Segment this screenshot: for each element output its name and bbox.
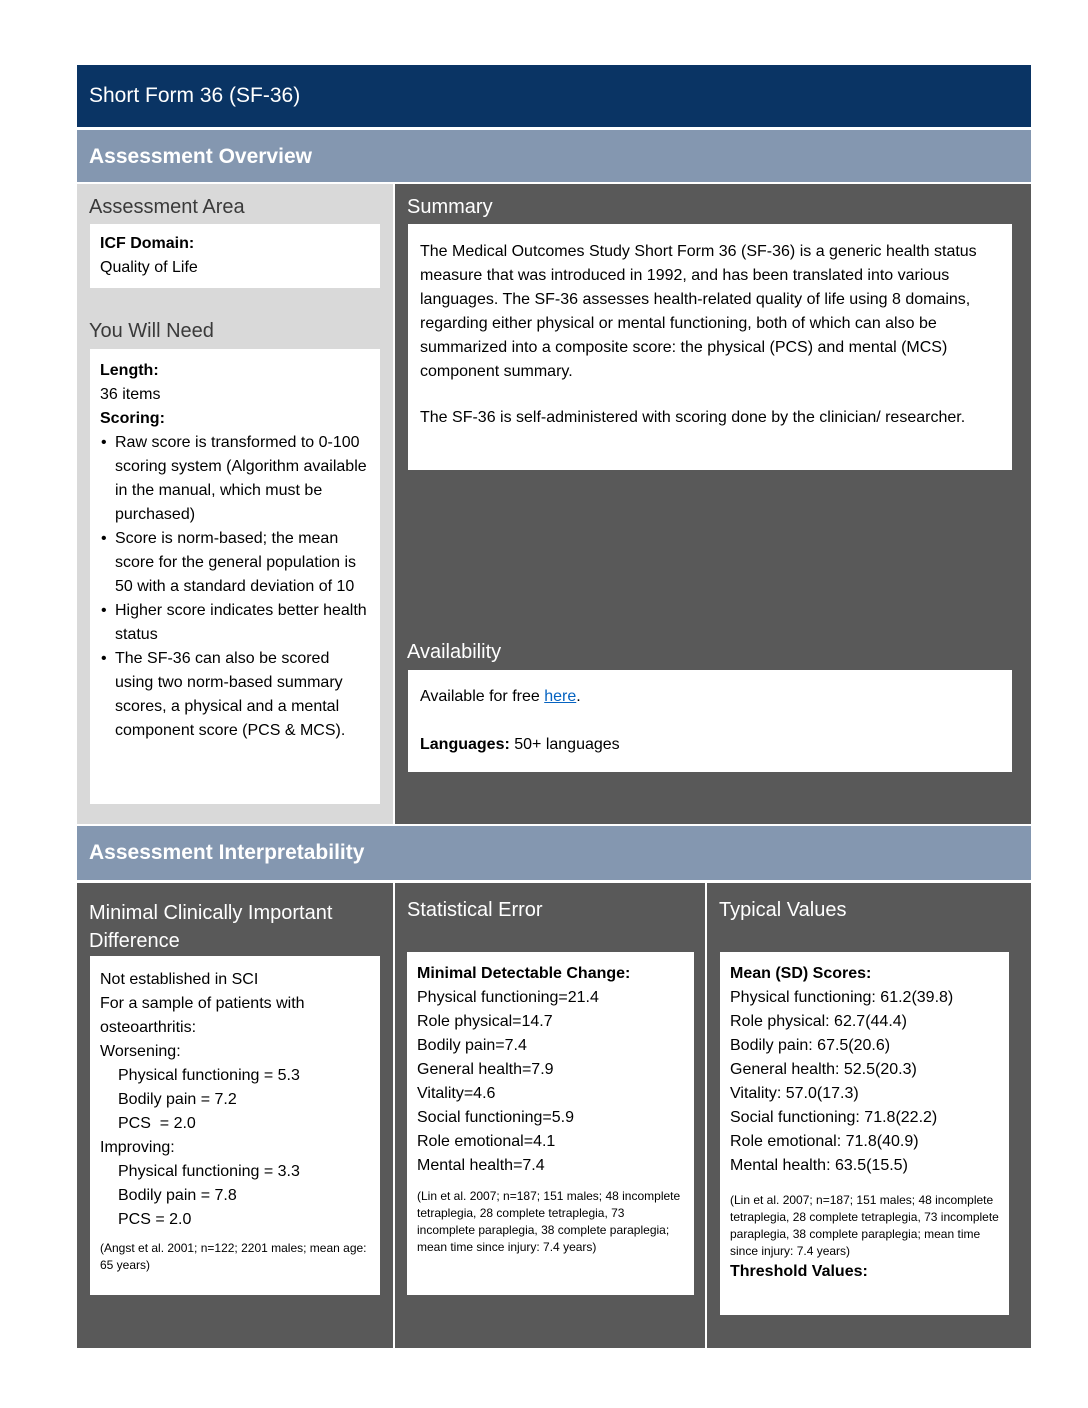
mdc-item: Social functioning=5.9: [417, 1109, 574, 1126]
typical-values-citation: (Lin et al. 2007; n=187; 151 males; 48 incomplete tetraplegia, 28 complete tetraplegia, 73 incomplete paraplegia, 38 complete paraplegia; mean time since injury: 7.4 years): [730, 1193, 999, 1258]
typical-values-box: [720, 952, 1009, 1315]
mcid-line: Not established in SCI: [100, 971, 259, 988]
worsening-item: PCS = 2.0: [118, 1115, 196, 1132]
typical-value-item: Bodily pain: 67.5(20.6): [730, 1037, 891, 1054]
icf-domain-value: Quality of Life: [100, 259, 198, 276]
improving-item: Bodily pain = 7.8: [118, 1187, 237, 1204]
mdc-item: Vitality=4.6: [417, 1085, 496, 1102]
mcid-citation: (Angst et al. 2001; n=122; 2201 males; mean age: 65 years): [100, 1241, 367, 1272]
left-panel: [77, 184, 393, 824]
mdc-item: Role physical=14.7: [417, 1013, 553, 1030]
you-will-need-box: [90, 349, 380, 804]
worsening-label: Worsening:: [100, 1043, 181, 1060]
length-value: 36 items: [100, 386, 161, 403]
page-title: Short Form 36 (SF-36): [77, 65, 1031, 127]
mdc-item: Bodily pain=7.4: [417, 1037, 527, 1054]
typical-value-item: Mental health: 63.5(15.5): [730, 1157, 908, 1174]
icf-domain-label: ICF Domain:: [100, 235, 195, 252]
improving-label: Improving:: [100, 1139, 175, 1156]
scoring-label: Scoring:: [100, 410, 165, 427]
mcid-heading: Minimal Clinically Important Difference: [89, 902, 333, 952]
languages-label: Languages:: [420, 736, 510, 753]
mdc-item: Mental health=7.4: [417, 1157, 545, 1174]
typical-value-item: Vitality: 57.0(17.3): [730, 1085, 859, 1102]
mcid-line: For a sample of patients with osteoarthritis:: [100, 995, 305, 1036]
improving-item: Physical functioning = 3.3: [118, 1163, 300, 1180]
statistical-error-panel: [395, 883, 705, 1348]
typical-values-panel: [707, 883, 1031, 1348]
summary-paragraph: The Medical Outcomes Study Short Form 36 (SF-36) is a generic health status measure that was introduced in 1992, and has been translated into various languages. The SF-36 assesses health-related quality of life using 8 domains, regarding either physical or mental functioning, both of which can also be summarized into a composite score: the physical (PCS) and mental (MCS) component summary.: [420, 243, 977, 380]
improving-item: PCS = 2.0: [118, 1211, 192, 1228]
worsening-item: Physical functioning = 5.3: [118, 1067, 300, 1084]
scoring-bullet: • Score is norm-based; the mean score for the general population is 50 with a standard deviation of 10: [115, 527, 370, 599]
section-assessment-interpretability: Assessment Interpretability: [77, 826, 1031, 880]
mdc-item: Role emotional=4.1: [417, 1133, 556, 1150]
summary-box: [408, 224, 1012, 470]
mcid-box: [90, 956, 380, 1295]
worsening-item: Bodily pain = 7.2: [118, 1091, 237, 1108]
availability-period: .: [576, 688, 581, 705]
availability-heading: Availability: [407, 641, 502, 663]
availability-link[interactable]: here: [544, 688, 577, 705]
typical-value-item: Role physical: 62.7(44.4): [730, 1013, 907, 1030]
mdc-item: Physical functioning=21.4: [417, 989, 599, 1006]
length-label: Length:: [100, 362, 159, 379]
you-will-need-heading: You Will Need: [89, 320, 214, 342]
typical-value-item: Social functioning: 71.8(22.2): [730, 1109, 938, 1126]
section-assessment-overview: Assessment Overview: [77, 130, 1031, 182]
assessment-area-box: [90, 224, 380, 288]
summary-heading: Summary: [407, 196, 493, 218]
right-panel: [395, 184, 1031, 824]
scoring-list: [100, 431, 370, 743]
statistical-error-box: [407, 952, 694, 1295]
availability-box: [408, 670, 1012, 772]
typical-value-item: Physical functioning: 61.2(39.8): [730, 989, 954, 1006]
assessment-area-heading: Assessment Area: [89, 196, 245, 218]
typical-value-item: Role emotional: 71.8(40.9): [730, 1133, 919, 1150]
statistical-error-citation: (Lin et al. 2007; n=187; 151 males; 48 incomplete tetraplegia, 28 complete tetraplegia, 73 incomplete paraplegia, 38 complete paraplegia; mean time since injury: 7.4 years): [417, 1189, 681, 1254]
statistical-error-heading: Statistical Error: [407, 899, 543, 921]
threshold-values-label: Threshold Values:: [730, 1263, 868, 1280]
scoring-bullet: • Higher score indicates better health status: [115, 599, 370, 647]
typical-value-item: General health: 52.5(20.3): [730, 1061, 917, 1078]
scoring-bullet: • Raw score is transformed to 0-100 scoring system (Algorithm available in the manual, which must be purchased): [115, 431, 370, 527]
mdc-item: General health=7.9: [417, 1061, 554, 1078]
mdc-label: Minimal Detectable Change:: [417, 965, 631, 982]
languages-value: 50+ languages: [509, 736, 620, 753]
mean-sd-label: Mean (SD) Scores:: [730, 965, 872, 982]
availability-text: Available for free: [420, 688, 545, 705]
summary-paragraph: The SF-36 is self-administered with scoring done by the clinician/ researcher.: [420, 409, 966, 426]
scoring-bullet: • The SF-36 can also be scored using two norm-based summary scores, a physical and a mental component score (PCS & MCS).: [115, 647, 370, 743]
typical-values-heading: Typical Values: [719, 899, 847, 921]
mcid-panel: [77, 883, 393, 1348]
